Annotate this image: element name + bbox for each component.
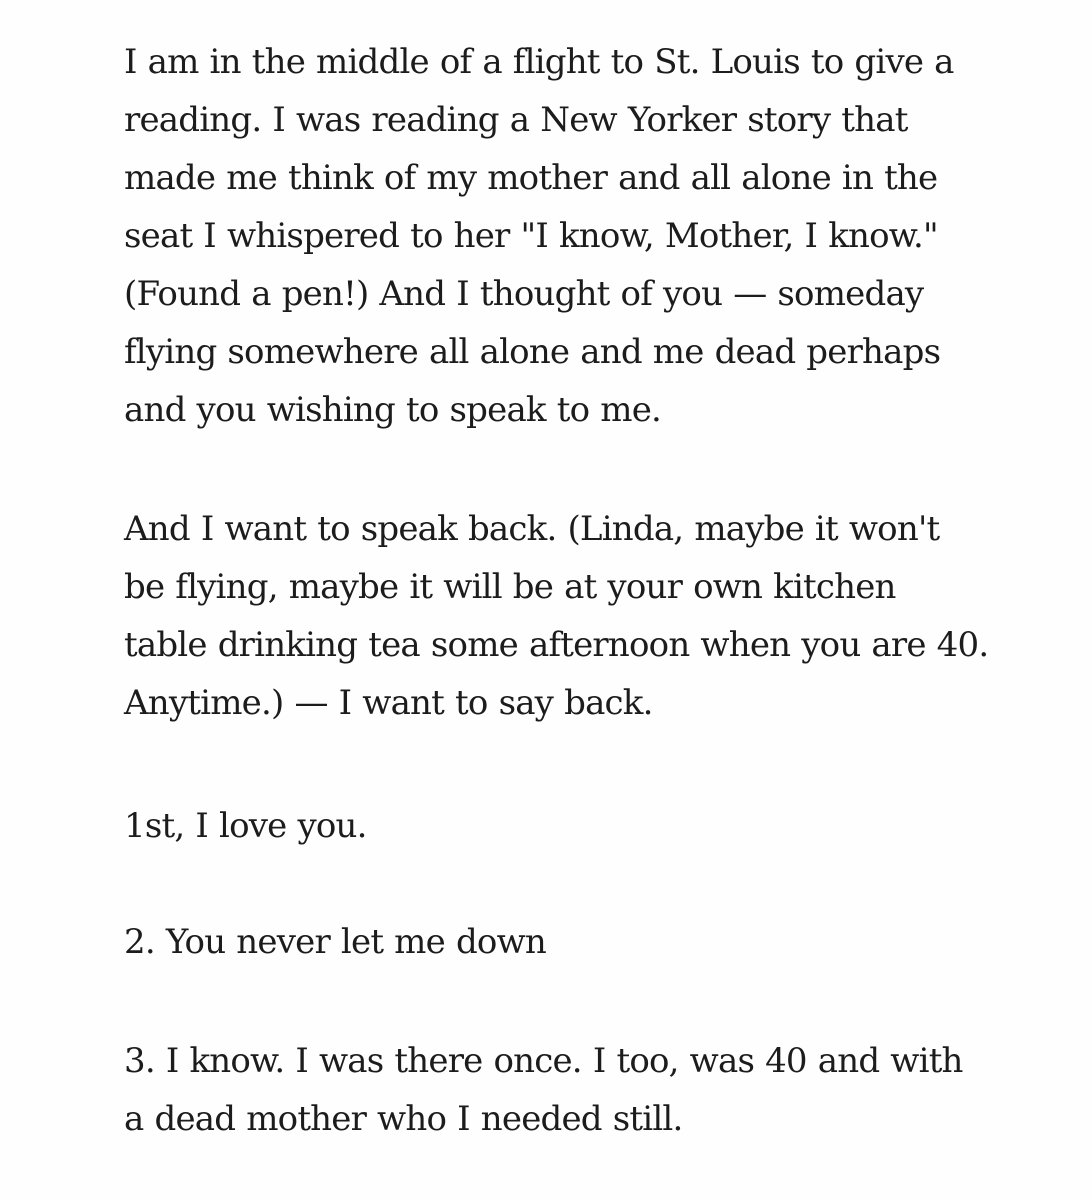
text-line: flying somewhere all alone and me dead perhaps: [124, 332, 941, 372]
paragraph-point-3: [124, 1032, 963, 1148]
text-line: (Found a pen!) And I thought of you — someday: [124, 274, 924, 314]
text-line: Anytime.) — I want to say back.: [124, 683, 653, 723]
text-line: 3. I know. I was there once. I too, was 40 and with: [124, 1041, 963, 1081]
text-line: table drinking tea some afternoon when you are 40.: [124, 625, 989, 665]
text-line: And I want to speak back. (Linda, maybe it won't: [124, 509, 940, 549]
text-line: be flying, maybe it will be at your own kitchen: [124, 567, 896, 607]
text-line: I am in the middle of a flight to St. Louis to give a: [124, 42, 954, 82]
text-line: a dead mother who I needed still.: [124, 1099, 683, 1139]
text-line: 1st, I love you.: [124, 806, 367, 846]
paragraph-speak-back: [124, 500, 988, 732]
text-line: 2. You never let me down: [124, 922, 546, 962]
paragraph-point-2: [124, 913, 546, 971]
paragraph-point-1: [124, 797, 367, 855]
paragraph-flight: [124, 33, 954, 439]
text-line: seat I whispered to her "I know, Mother, I know.": [124, 216, 938, 256]
text-line: and you wishing to speak to me.: [124, 390, 662, 430]
text-line: reading. I was reading a New Yorker story that: [124, 100, 908, 140]
text-line: made me think of my mother and all alone in the: [124, 158, 938, 198]
